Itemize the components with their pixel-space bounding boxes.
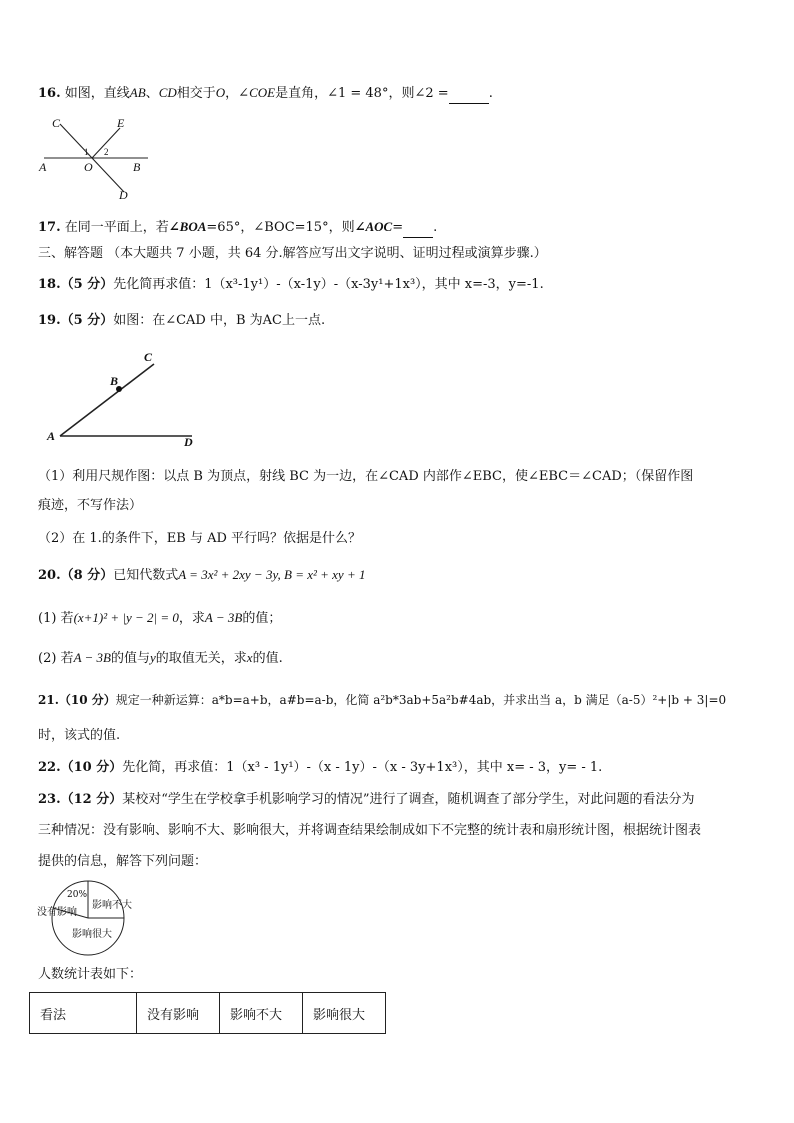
section-title: 三、解答题 bbox=[38, 246, 104, 261]
q20-part: 的取值无关，求 bbox=[155, 651, 247, 666]
q21-text-cont: 时，该式的值. bbox=[38, 728, 121, 743]
q16-part: 是直角， bbox=[275, 86, 328, 101]
angle-aoc: ∠AOC bbox=[354, 219, 393, 234]
table-header-view: 看法 bbox=[30, 993, 137, 1034]
q16-part: 、 bbox=[145, 86, 159, 101]
q20-part: ，求 bbox=[178, 611, 205, 626]
table-header-large: 影响很大 bbox=[303, 993, 386, 1034]
q19-part1: （1）利用尺规作图：以点 B 为顶点，射线 BC 为一边，在∠CAD 内部作∠EBC，使∠EBC＝∠CAD；（保留作图 bbox=[38, 469, 694, 484]
q19-number: 19.（5 分） bbox=[38, 313, 114, 328]
fig19-label-d: D bbox=[184, 435, 193, 449]
q23-body: 某校对“学生在学校拿手机影响学习的情况”进行了调查，随机调查了部分学生，对此问题的看法分为 bbox=[122, 792, 695, 807]
fig16-label-d: D bbox=[119, 188, 128, 202]
q20-body: 已知代数式 bbox=[113, 568, 179, 583]
q23-number: 23.（12 分） bbox=[38, 792, 123, 807]
q16-part: ，则 bbox=[388, 86, 415, 101]
q20-target: A − 3B bbox=[73, 650, 111, 665]
q16-part: . bbox=[488, 86, 493, 101]
fig19-label-b: B bbox=[110, 374, 119, 388]
var-y: y bbox=[150, 650, 156, 665]
stats-table bbox=[29, 992, 386, 1034]
pie-label-none: 没有影响 bbox=[37, 907, 77, 918]
line-cd-label: CD bbox=[158, 85, 177, 100]
q20-condition: (x+1)² + |y − 2| = 0 bbox=[73, 610, 179, 625]
fig16-label-e: E bbox=[117, 116, 125, 130]
q17-part: =65°， bbox=[206, 220, 254, 235]
pie-chart bbox=[36, 876, 140, 960]
q20-target: A − 3B bbox=[204, 610, 243, 625]
q22-number: 22.（10 分） bbox=[38, 760, 123, 775]
q17-part: = bbox=[392, 220, 404, 235]
fig16-label-1: 1 bbox=[84, 147, 89, 157]
fig16-label-b: B bbox=[133, 160, 141, 174]
q17-part: =15°，则 bbox=[294, 220, 355, 235]
pie-label-pct: 20% bbox=[67, 890, 88, 900]
answer-blank bbox=[403, 219, 433, 238]
q18-body: 先化简再求值：1（x³-1y¹）-（x-1y）-（x-3y¹+1x³），其中 x=-3，y=-1. bbox=[113, 277, 544, 292]
q20-part1 bbox=[38, 609, 281, 628]
table-row bbox=[30, 993, 386, 1034]
q20-part: 的值； bbox=[242, 611, 282, 626]
angle-boc: ∠BOC bbox=[253, 220, 295, 235]
q22-text bbox=[38, 759, 602, 777]
fig19-label-c: C bbox=[144, 350, 153, 364]
table-header-none: 没有影响 bbox=[137, 993, 220, 1034]
section-note: （本大题共 7 小题，共 64 分.解答应写出文字说明、证明过程或演算步骤.） bbox=[107, 246, 547, 261]
q23-line1 bbox=[38, 791, 695, 809]
answer-blank bbox=[449, 85, 489, 104]
q20-part: 的值. bbox=[252, 651, 283, 666]
q17-part: 在同一平面上，若 bbox=[64, 220, 169, 235]
table-header-small: 影响不大 bbox=[220, 993, 303, 1034]
q18-text bbox=[38, 276, 544, 294]
q20-part2 bbox=[38, 649, 283, 668]
q16-number: 16. bbox=[38, 86, 61, 101]
angle-1-value: ∠1 = 48° bbox=[327, 86, 389, 101]
q21-text bbox=[38, 691, 726, 709]
q20-part: (2) 若 bbox=[38, 651, 74, 666]
ray-ac bbox=[60, 364, 154, 436]
fig16-label-2: 2 bbox=[104, 147, 109, 157]
q20-expression: A = 3x² + 2xy − 3y, B = x² + xy + 1 bbox=[178, 567, 366, 582]
q22-body: 先化简，再求值：1（x³ - 1y¹）-（x - 1y）-（x - 3y+1x³），其中 x= - 3，y= - 1. bbox=[122, 760, 603, 775]
q17-number: 17. bbox=[38, 220, 61, 235]
q21-body: 规定一种新运算：a*b=a+b，a#b=a-b，化简 a²b*3ab+5a²b#4ab，并求出当 a，b 满足（a-5）²+|b + 3|=0 bbox=[115, 693, 727, 707]
q23-line3: 提供的信息，解答下列问题： bbox=[38, 854, 208, 869]
q20-part: (1) 若 bbox=[38, 611, 74, 626]
angle-coe-label: ∠COE bbox=[238, 85, 276, 100]
pie-label-large: 影响很大 bbox=[72, 929, 112, 940]
q21-number: 21.（10 分） bbox=[38, 693, 116, 707]
q16-part: 相交于 bbox=[176, 86, 216, 101]
q20-text bbox=[38, 566, 365, 585]
var-x: x bbox=[246, 650, 253, 665]
q16-part: 如图，直线 bbox=[64, 86, 130, 101]
point-o-label: O bbox=[215, 85, 226, 100]
table-title: 人数统计表如下： bbox=[38, 967, 143, 982]
fig16-label-o: O bbox=[84, 160, 93, 174]
section-heading bbox=[38, 245, 547, 263]
q16-part: ， bbox=[225, 86, 239, 101]
line-ab-label: AB bbox=[129, 85, 146, 100]
angle-2-label: ∠2 = bbox=[414, 86, 449, 101]
angle-boa: ∠BOA bbox=[168, 219, 207, 234]
q16-text bbox=[38, 84, 493, 104]
fig19-label-a: A bbox=[47, 429, 56, 443]
q23-line2: 三种情况：没有影响、影响不大、影响很大，并将调查结果绘制成如下不完整的统计表和扇形统计图，根据统计图表 bbox=[38, 823, 702, 838]
q20-number: 20.（8 分） bbox=[38, 568, 114, 583]
fig16-label-c: C bbox=[52, 116, 61, 130]
q19-body: 如图：在∠CAD 中，B 为AC上一点. bbox=[113, 313, 326, 328]
q17-text bbox=[38, 218, 437, 238]
q18-number: 18.（5 分） bbox=[38, 277, 114, 292]
pie-label-small: 影响不大 bbox=[92, 900, 132, 911]
q19-text bbox=[38, 312, 325, 330]
q19-part1-cont: 痕迹，不写作法） bbox=[38, 498, 143, 513]
fig16-label-a: A bbox=[39, 160, 47, 174]
q20-part: 的值与 bbox=[110, 651, 150, 666]
q17-part: . bbox=[433, 220, 438, 235]
q19-part2: （2）在 1.的条件下，EB 与 AD 平行吗？依据是什么？ bbox=[38, 531, 362, 546]
